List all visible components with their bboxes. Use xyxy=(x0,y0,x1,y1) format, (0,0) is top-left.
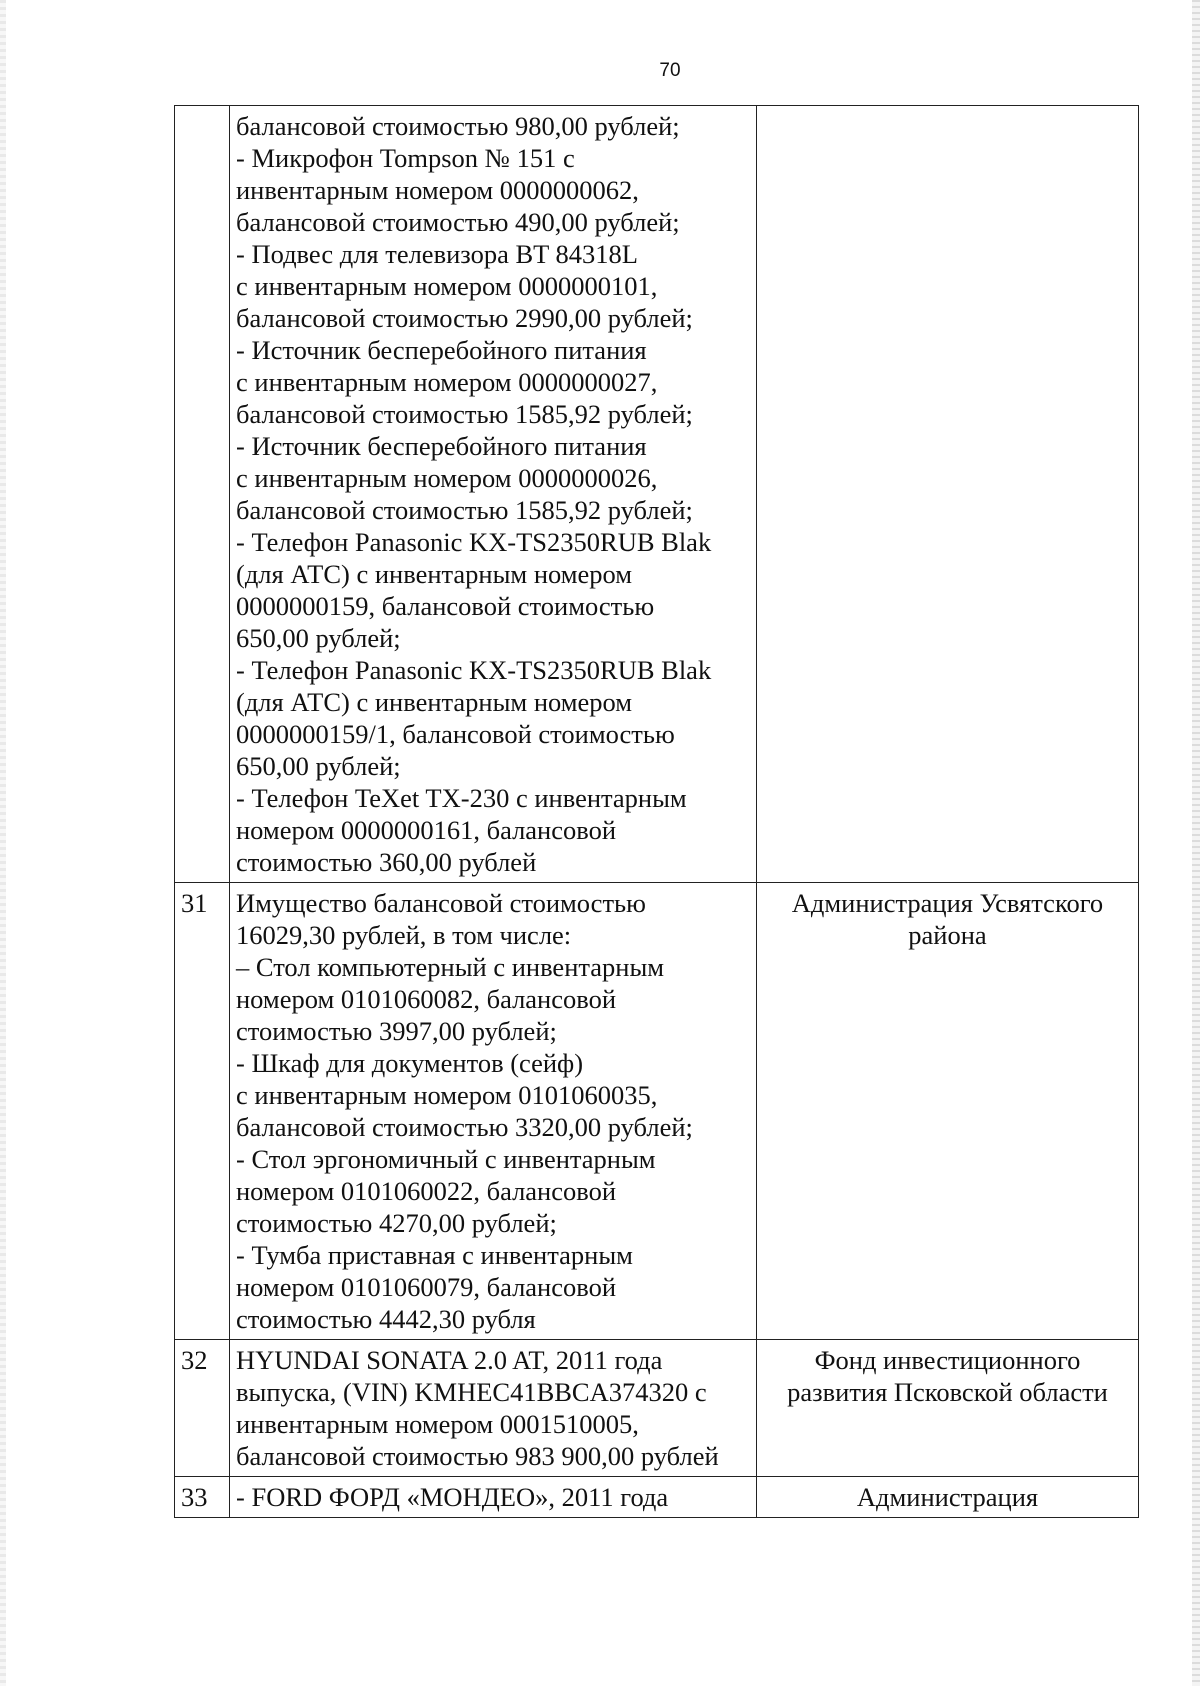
description-line: - Источник бесперебойного питания xyxy=(236,335,647,365)
description-line: выпуска, (VIN) KMHEC41BBCA374320 с xyxy=(236,1377,707,1407)
row-number-cell xyxy=(175,106,230,883)
description-line: с инвентарным номером 0101060035, xyxy=(236,1080,658,1110)
description-line: стоимостью 3997,00 рублей; xyxy=(236,1016,557,1046)
description-line: - Микрофон Tompson № 151 с xyxy=(236,143,575,173)
description-line: 650,00 рублей; xyxy=(236,751,401,781)
description-line: – Стол компьютерный с инвентарным xyxy=(236,952,665,982)
description-line: - Источник бесперебойного питания xyxy=(236,431,647,461)
description-line: - Шкаф для документов (сейф) xyxy=(236,1048,584,1078)
table-row xyxy=(175,1477,1139,1518)
description-line: - Тумба приставная с инвентарным xyxy=(236,1240,633,1270)
description-line: с инвентарным номером 0000000101, xyxy=(236,271,658,301)
description-line: балансовой стоимостью 3320,00 рублей; xyxy=(236,1112,693,1142)
description-line: HYUNDAI SONATA 2.0 AT, 2011 года xyxy=(236,1345,663,1375)
description-line: с инвентарным номером 0000000027, xyxy=(236,367,658,397)
row-number-cell: 31 xyxy=(175,883,230,1340)
description-line: 0000000159, балансовой стоимостью xyxy=(236,591,655,621)
recipient-line: Администрация Усвятского xyxy=(791,888,1104,918)
description-line: - Подвес для телевизора BT 84318L xyxy=(236,239,638,269)
recipient-cell xyxy=(757,883,1139,1340)
row-number-cell: 33 xyxy=(175,1477,230,1518)
description-line: Имущество балансовой стоимостью xyxy=(236,888,646,918)
recipient-cell xyxy=(757,1340,1139,1477)
description-line: номером 0101060079, балансовой xyxy=(236,1272,617,1302)
scan-edge-left xyxy=(0,0,6,1686)
recipient-line: развития Псковской области xyxy=(787,1377,1108,1407)
recipient-line: Фонд инвестиционного xyxy=(814,1345,1081,1375)
description-line: балансовой стоимостью 1585,92 рублей; xyxy=(236,495,693,525)
description-line: балансовой стоимостью 2990,00 рублей; xyxy=(236,303,693,333)
description-line: балансовой стоимостью 983 900,00 рублей xyxy=(236,1441,719,1471)
description-line: балансовой стоимостью 980,00 рублей; xyxy=(236,111,680,141)
recipient-cell xyxy=(757,106,1139,883)
property-description-cell xyxy=(230,106,757,883)
table-row xyxy=(175,1340,1139,1477)
property-description-cell xyxy=(230,1340,757,1477)
description-line: номером 0101060082, балансовой xyxy=(236,984,617,1014)
table-row xyxy=(175,883,1139,1340)
description-line: 0000000159/1, балансовой стоимостью xyxy=(236,719,675,749)
property-table xyxy=(174,105,1139,1518)
description-line: - Стол эргономичный с инвентарным xyxy=(236,1144,656,1174)
page-number: 70 xyxy=(659,60,681,81)
description-line: стоимостью 4442,30 рубля xyxy=(236,1304,536,1334)
property-description-cell xyxy=(230,1477,757,1518)
recipient-line: Администрация xyxy=(856,1482,1039,1512)
recipient-line: района xyxy=(908,920,987,950)
description-line: инвентарным номером 0000000062, xyxy=(236,175,639,205)
scan-edge-right xyxy=(1192,0,1200,1686)
description-line: (для АТС) с инвентарным номером xyxy=(236,559,633,589)
description-line: инвентарным номером 0001510005, xyxy=(236,1409,639,1439)
description-line: - FORD ФОРД «МОНДЕО», 2011 года xyxy=(236,1482,669,1512)
description-line: балансовой стоимостью 1585,92 рублей; xyxy=(236,399,693,429)
row-number-cell: 32 xyxy=(175,1340,230,1477)
description-line: - Телефон Panasonic KX-TS2350RUB Blak xyxy=(236,527,712,557)
description-line: стоимостью 4270,00 рублей; xyxy=(236,1208,557,1238)
description-line: балансовой стоимостью 490,00 рублей; xyxy=(236,207,680,237)
description-line: 650,00 рублей; xyxy=(236,623,401,653)
recipient-cell xyxy=(757,1477,1139,1518)
description-line: (для АТС) с инвентарным номером xyxy=(236,687,633,717)
description-line: номером 0101060022, балансовой xyxy=(236,1176,617,1206)
description-line: - Телефон Panasonic KX-TS2350RUB Blak xyxy=(236,655,712,685)
table-row xyxy=(175,106,1139,883)
description-line: номером 0000000161, балансовой xyxy=(236,815,617,845)
property-description-cell xyxy=(230,883,757,1340)
description-line: - Телефон TeXet TX-230 с инвентарным xyxy=(236,783,687,813)
description-line: с инвентарным номером 0000000026, xyxy=(236,463,658,493)
description-line: стоимостью 360,00 рублей xyxy=(236,847,537,877)
property-table-body xyxy=(175,106,1139,1518)
description-line: 16029,30 рублей, в том числе: xyxy=(236,920,572,950)
